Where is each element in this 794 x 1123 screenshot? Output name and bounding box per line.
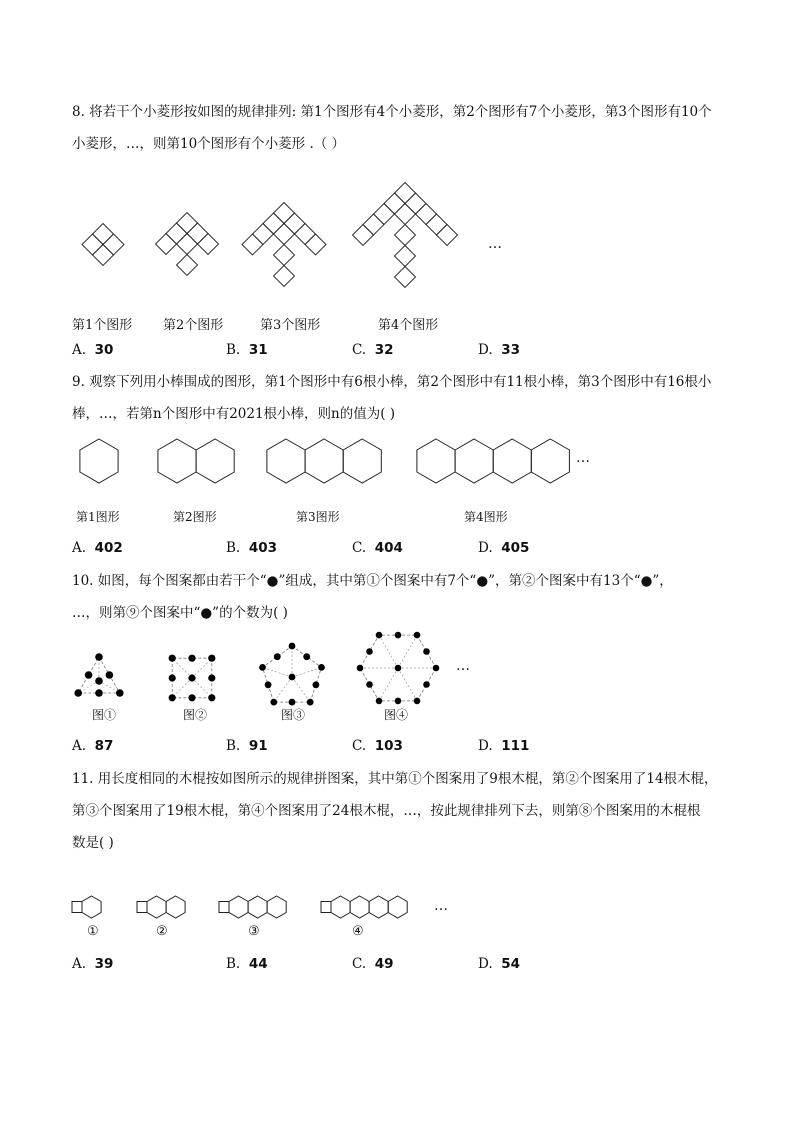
- q8-caption-3: 第3个图形: [260, 318, 321, 333]
- option-value: 39: [94, 956, 114, 972]
- q10-fig3-dot: [303, 653, 310, 660]
- option-value: 30: [94, 342, 114, 358]
- q11-fig4-hexagon: [388, 896, 407, 918]
- q10-fig3-dot: [289, 674, 296, 681]
- option-letter: C.: [352, 540, 367, 556]
- q8-fig3-rhombus: [274, 266, 295, 287]
- q9-fig4-hexagon: [531, 439, 569, 483]
- q8-fig2-rhombus: [177, 234, 198, 255]
- q10-fig4-dot: [376, 632, 383, 639]
- q8-fig4-rhombus: [384, 193, 405, 214]
- q10-fig3-spoke: [263, 667, 293, 677]
- q10-option-c[interactable]: [352, 738, 403, 754]
- q10-fig2-spoke: [192, 658, 212, 678]
- q8-fig4-rhombus: [395, 225, 416, 246]
- q8-fig2-rhombus: [198, 234, 219, 255]
- q10-fig4-dot: [433, 665, 440, 672]
- q8-fig4-rhombus: [363, 214, 384, 235]
- q8-fig1-rhombus: [93, 245, 114, 266]
- q8-fig3-rhombus: [284, 213, 305, 234]
- q11-stem-line3: 数是( ): [72, 835, 114, 851]
- q8-fig2-rhombus: [156, 234, 177, 255]
- q8-stem-line1: 8. 将若干个小菱形按如图的规律排列: 第1个图形有4个小菱形，第2个图形有7个小菱形，第3个图形有10个: [72, 104, 712, 120]
- q8-fig4-rhombus: [395, 267, 416, 288]
- q8-caption-2: 第2个图形: [163, 318, 224, 333]
- q10-fig4-dot: [414, 632, 421, 639]
- option-letter: D.: [478, 342, 493, 358]
- option-letter: B.: [226, 738, 241, 754]
- q8-fig3-rhombus: [263, 213, 284, 234]
- q11-option-b[interactable]: [226, 956, 268, 972]
- option-letter: D.: [478, 738, 493, 754]
- q11-caption-2: ②: [156, 924, 168, 939]
- q10-caption-4: 图④: [384, 708, 409, 722]
- q10-fig1-dot: [95, 677, 103, 685]
- q9-option-d[interactable]: [478, 540, 529, 556]
- q11-fig4-hexagon: [369, 896, 388, 918]
- q8-fig3-rhombus: [274, 224, 295, 245]
- option-value: 403: [248, 540, 277, 556]
- q8-option-c[interactable]: [352, 342, 394, 358]
- q11-fig1-hexagon: [82, 896, 101, 918]
- q10-fig1-spoke: [99, 681, 120, 693]
- q9-fig4-hexagon: [455, 439, 493, 483]
- option-letter: C.: [352, 738, 367, 754]
- q9-caption-4: 第4图形: [464, 510, 508, 524]
- q8-ellipsis: …: [488, 236, 502, 252]
- q11-fig1-square: [72, 902, 82, 913]
- option-letter: D.: [478, 540, 493, 556]
- q8-fig2-rhombus: [177, 255, 198, 276]
- q10-fig4-dot: [395, 665, 402, 672]
- q10-stem-line1: 10. 如图，每个图案都由若干个“●”组成，其中第①个图案中有7个“●”，第②个图案中有13个“●”，: [72, 573, 673, 589]
- q11-stem-line1: 11. 用长度相同的木棍按如图所示的规律拼图案，其中第①个图案用了9根木棍，第②个图案用了14根木棍，: [72, 771, 718, 787]
- q10-fig4-dot: [414, 698, 421, 705]
- q11-fig3-hexagon: [229, 896, 248, 918]
- q8-fig2-rhombus: [166, 223, 187, 244]
- q8-fig4-rhombus: [395, 246, 416, 267]
- q8-option-b[interactable]: [226, 342, 268, 358]
- q10-fig2-outline: [172, 658, 212, 698]
- option-value: 402: [94, 540, 123, 556]
- q8-option-d[interactable]: [478, 342, 520, 358]
- q10-fig3-spoke: [292, 677, 310, 702]
- option-value: 87: [94, 738, 114, 754]
- q9-fig4-hexagon: [417, 439, 455, 483]
- q10-fig4-spoke: [379, 635, 398, 668]
- q11-fig4-hexagon: [350, 896, 369, 918]
- option-value: 91: [248, 738, 268, 754]
- q10-fig2-dot: [208, 655, 215, 662]
- option-value: 31: [248, 342, 268, 358]
- q10-fig4-dot: [376, 698, 383, 705]
- q10-fig1-dot: [116, 689, 124, 697]
- q8-fig4-rhombus: [405, 193, 426, 214]
- q9-caption-1: 第1图形: [76, 510, 120, 524]
- q11-caption-1: ①: [87, 924, 99, 939]
- q10-fig2-dot: [169, 655, 176, 662]
- q10-fig2-dot: [169, 674, 176, 681]
- q10-fig3-dot: [289, 699, 296, 706]
- option-value: 44: [248, 956, 268, 972]
- option-letter: A.: [72, 540, 87, 556]
- option-letter: D.: [478, 956, 493, 972]
- q9-fig3-hexagon: [267, 439, 305, 483]
- q8-fig3-rhombus: [305, 234, 326, 255]
- option-letter: A.: [72, 738, 87, 754]
- q8-fig4-rhombus: [437, 225, 458, 246]
- q8-fig2-rhombus: [177, 213, 198, 234]
- q8-fig4-rhombus: [353, 225, 374, 246]
- q9-fig3-hexagon: [343, 439, 381, 483]
- q10-fig3-dot: [307, 699, 314, 706]
- q11-option-d[interactable]: [478, 956, 520, 972]
- q10-fig3-dot: [265, 681, 272, 688]
- q8-fig3-rhombus: [253, 224, 274, 245]
- q8-fig1-rhombus: [103, 234, 124, 255]
- q10-fig4-dot: [366, 681, 373, 688]
- q10-fig1-outline: [78, 657, 120, 693]
- q8-fig3-rhombus: [295, 224, 316, 245]
- option-letter: B.: [226, 540, 241, 556]
- option-letter: C.: [352, 956, 367, 972]
- q10-option-b[interactable]: [226, 738, 268, 754]
- q11-caption-3: ③: [248, 924, 260, 939]
- q11-ellipsis: …: [434, 898, 448, 914]
- q10-fig3-dot: [313, 681, 320, 688]
- q9-stem-line2: 棒，…，若第n个图形中有2021根小棒，则n的值为( ): [72, 406, 396, 422]
- q10-fig3-dot: [318, 664, 325, 671]
- q9-option-c[interactable]: [352, 540, 403, 556]
- q8-caption-4: 第4个图形: [378, 318, 439, 333]
- q10-fig3-dot: [289, 643, 296, 650]
- q10-caption-2: 图②: [183, 708, 208, 722]
- q10-fig4-dot: [395, 698, 402, 705]
- q8-fig4-rhombus: [426, 214, 447, 235]
- q11-fig4-square: [321, 902, 331, 913]
- q10-fig2-dot: [208, 694, 215, 701]
- q10-fig1-dot: [106, 671, 114, 679]
- option-value: 404: [374, 540, 403, 556]
- q9-fig2-hexagon: [196, 439, 234, 483]
- q8-fig3-rhombus: [274, 203, 295, 224]
- option-letter: B.: [226, 342, 241, 358]
- q9-caption-3: 第3图形: [296, 510, 340, 524]
- q9-fig4-hexagon: [493, 439, 531, 483]
- q10-fig3-dot: [259, 664, 266, 671]
- q11-fig3-hexagon: [248, 896, 267, 918]
- q8-fig4-rhombus: [416, 204, 437, 225]
- q10-fig4-spoke: [398, 668, 417, 701]
- q11-option-c[interactable]: [352, 956, 394, 972]
- q10-fig3-spoke: [292, 667, 322, 677]
- q9-option-b[interactable]: [226, 540, 277, 556]
- q10-fig4-dot: [357, 665, 364, 672]
- option-value: 103: [374, 738, 403, 754]
- q8-fig1-rhombus: [82, 234, 103, 255]
- q10-fig2-dot: [188, 655, 195, 662]
- option-letter: C.: [352, 342, 367, 358]
- q10-fig3-spoke: [274, 677, 292, 702]
- q10-fig4-dot: [395, 632, 402, 639]
- q8-stem-line2: 小菱形，…，则第10个图形有个小菱形 .（ ）: [72, 136, 346, 152]
- q10-option-d[interactable]: [478, 738, 529, 754]
- option-value: 49: [374, 956, 394, 972]
- q10-fig1-dot: [74, 689, 82, 697]
- q10-fig2-dot: [188, 694, 195, 701]
- q10-caption-3: 图③: [281, 708, 306, 722]
- option-letter: A.: [72, 342, 87, 358]
- q10-fig2-dot: [208, 674, 215, 681]
- q8-fig3-rhombus: [242, 234, 263, 255]
- q10-fig3-outline: [263, 646, 322, 702]
- q11-fig4-hexagon: [331, 896, 350, 918]
- q10-fig4-spoke: [398, 635, 417, 668]
- q10-option-a[interactable]: [72, 738, 113, 754]
- option-value: 32: [374, 342, 394, 358]
- q8-fig4-rhombus: [395, 183, 416, 204]
- q11-option-a[interactable]: [72, 956, 113, 972]
- q10-fig2-dot: [188, 674, 195, 681]
- q10-fig1-dot: [95, 653, 103, 661]
- q11-caption-4: ④: [352, 924, 364, 939]
- q10-caption-1: 图①: [92, 708, 117, 722]
- option-value: 111: [501, 738, 530, 754]
- option-value: 405: [501, 540, 530, 556]
- q10-fig1-spoke: [78, 681, 99, 693]
- q11-fig2-hexagon: [166, 896, 185, 918]
- q8-caption-1: 第1个图形: [72, 318, 133, 333]
- q8-option-a[interactable]: [72, 342, 113, 358]
- q9-ellipsis: …: [576, 450, 590, 466]
- q8-fig2-rhombus: [187, 223, 208, 244]
- q11-fig2-square: [137, 902, 147, 913]
- q10-fig4-outline: [360, 635, 436, 701]
- q10-ellipsis: …: [456, 658, 470, 674]
- q8-fig1-rhombus: [93, 224, 114, 245]
- q10-stem-line2: …，则第⑨个图案中“●”的个数为( ): [72, 605, 288, 621]
- q9-fig2-hexagon: [158, 439, 196, 483]
- q10-fig4-dot: [423, 681, 430, 688]
- q10-fig4-dot: [423, 648, 430, 655]
- option-value: 33: [501, 342, 521, 358]
- q9-option-a[interactable]: [72, 540, 123, 556]
- q8-fig4-rhombus: [395, 204, 416, 225]
- q10-fig2-spoke: [192, 678, 212, 698]
- q8-fig3-rhombus: [274, 245, 295, 266]
- q8-fig4-rhombus: [374, 204, 395, 225]
- q10-fig2-dot: [169, 694, 176, 701]
- q9-fig1-hexagon: [80, 439, 118, 483]
- q10-fig3-dot: [274, 653, 281, 660]
- q11-fig3-hexagon: [267, 896, 286, 918]
- q9-fig3-hexagon: [305, 439, 343, 483]
- q10-fig2-spoke: [172, 678, 192, 698]
- q9-caption-2: 第2图形: [173, 510, 217, 524]
- q11-fig2-hexagon: [147, 896, 166, 918]
- q10-fig4-spoke: [379, 668, 398, 701]
- q10-fig3-dot: [270, 699, 277, 706]
- q9-stem-line1: 9. 观察下列用小棒围成的图形，第1个图形中有6根小棒，第2个图形中有11根小棒，第3个图形中有16根小: [72, 374, 712, 390]
- option-letter: A.: [72, 956, 87, 972]
- option-value: 54: [501, 956, 521, 972]
- q10-fig2-spoke: [172, 658, 192, 678]
- option-letter: B.: [226, 956, 241, 972]
- q11-stem-line2: 第③个图案用了19根木棍，第④个图案用了24根木棍，…，按此规律排列下去，则第⑧个图案用的木棍根: [72, 803, 701, 819]
- q11-fig3-square: [219, 902, 229, 913]
- q10-fig4-dot: [366, 648, 373, 655]
- q10-fig1-dot: [85, 671, 93, 679]
- q10-fig1-dot: [95, 689, 103, 697]
